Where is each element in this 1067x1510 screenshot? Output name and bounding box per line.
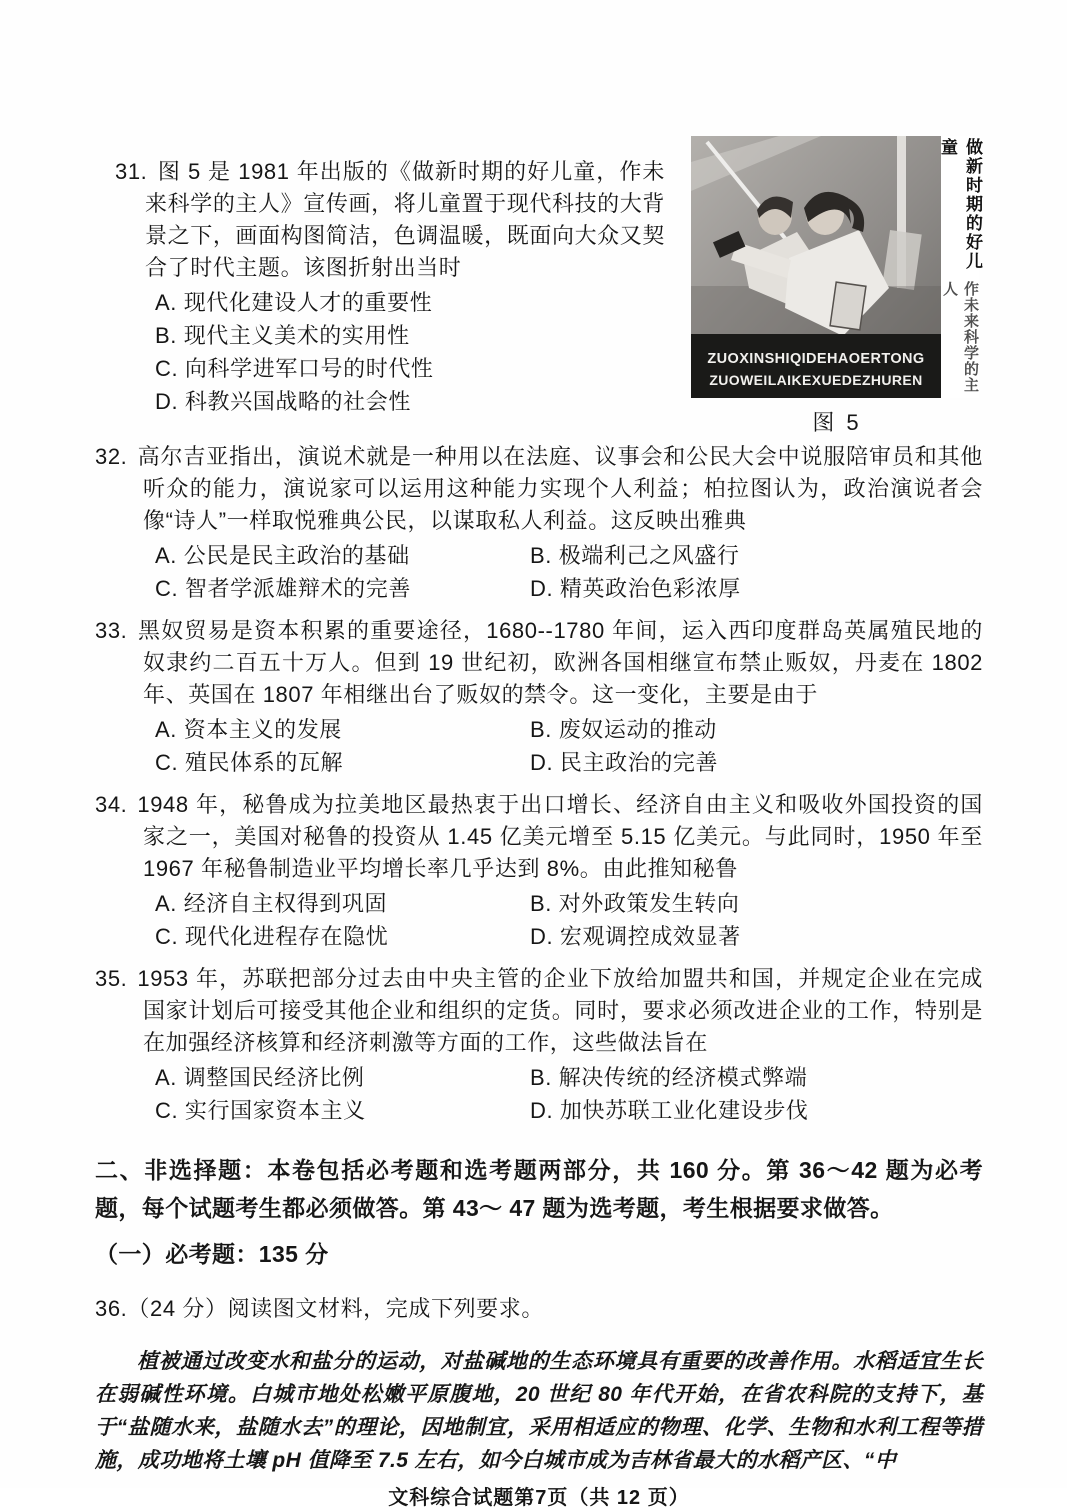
poster-image — [691, 136, 941, 398]
poster-side-title-top: 做新时期的好儿童 — [938, 138, 982, 271]
page-footer: 文科综合试题第7页（共 12 页） — [388, 1487, 690, 1509]
poster-romanized-line1: ZUOXINSHIQIDEHAOERTONG — [707, 351, 925, 367]
option-b: B. 对外政策发生转向 — [530, 891, 740, 916]
options-list — [155, 887, 983, 953]
figure-caption: 图 5 — [812, 410, 862, 435]
question-31 — [115, 138, 983, 435]
poster — [691, 136, 983, 398]
option-d: D. 民主政治的完善 — [530, 750, 719, 775]
option-b: B. 极端利己之风盛行 — [530, 543, 740, 568]
question-36-material: 植被通过改变水和盐分的运动，对盐碱地的生态环境具有重要的改善作用。水稻适宜生长在弱碱性环境。白城市地处松嫩平原腹地，20 世纪 80 年代开始，在省农科院的支持下，基于“盐随水来，盐随水去”的理论，因地制宜，采用相适应的物理、化学、生物和水利工程等措施，成功地将土壤 pH 值降至 7.5 左右，如今白城市成为吉林省最大的水稻产区、“中 — [95, 1350, 983, 1472]
book — [830, 282, 866, 330]
question-stem — [95, 789, 983, 885]
section-2 — [95, 1151, 983, 1477]
poster-side-title-bottom: 作未来科学的主人 — [941, 281, 979, 394]
question-stem — [95, 963, 983, 1059]
question-stem — [95, 441, 983, 537]
question-text: 黑奴贸易是资本积累的重要途径，1680--1780 年间，运入西印度群岛英属殖民地的奴隶约二百五十万人。但到 19 世纪初，欧洲各国相继宣布禁止贩奴，丹麦在 1802 年、英国在 1807 年相继出台了贩奴的禁令。这一变化，主要是由于 — [137, 618, 983, 707]
question-stem — [95, 615, 983, 711]
question-number: 35. — [95, 966, 128, 991]
option-d: D. 加快苏联工业化建设步伐 — [530, 1098, 809, 1123]
option-c: C. 智者学派雄辩术的完善 — [155, 576, 411, 601]
question-35 — [95, 963, 983, 1127]
options-list — [155, 539, 983, 605]
option-c: C. 实行国家资本主义 — [155, 1098, 366, 1123]
option-d: D. 宏观调控成效显著 — [530, 924, 741, 949]
option-c: C. 现代化进程存在隐忧 — [155, 924, 389, 949]
question-number: 34. — [95, 792, 128, 817]
question-36-heading: 36.（24 分）阅读图文材料，完成下列要求。 — [95, 1296, 544, 1321]
question-text: 高尔吉亚指出，演说术就是一种用以在法庭、议事会和公民大会中说服陪审员和其他听众的能力，演说家可以运用这种能力实现个人利益；柏拉图认为，政治演说者会像“诗人”一样取悦雅典公民，以谋取私人利益。这反映出雅典 — [137, 444, 983, 533]
question-text: 1948 年，秘鲁成为拉美地区最热衷于出口增长、经济自由主义和吸收外国投资的国家之一，美国对秘鲁的投资从 1.45 亿美元增至 5.15 亿美元。与此同时，1950 年至 1967 年秘鲁制造业平均增长率几乎达到 8%。由此推知秘鲁 — [137, 792, 983, 881]
option-a: A. 公民是民主政治的基础 — [155, 543, 410, 568]
option-c: C. 向科学进军口号的时代性 — [155, 356, 434, 381]
question-number: 33. — [95, 618, 128, 643]
poster-side-title — [938, 136, 982, 398]
question-number: 32. — [95, 444, 128, 469]
poster-romanized-line2: ZUOWEILAIKEXUEDEZHUREN — [709, 372, 923, 388]
required-part-label: （一）必考题：135 分 — [95, 1241, 329, 1267]
option-d: D. 精英政治色彩浓厚 — [530, 576, 741, 601]
question-33 — [95, 615, 983, 779]
question-number: 31. — [115, 159, 148, 184]
options-list — [155, 1061, 983, 1127]
option-a: A. 资本主义的发展 — [155, 717, 342, 742]
option-a: A. 现代化建设人才的重要性 — [155, 290, 433, 315]
option-c: C. 殖民体系的瓦解 — [155, 750, 344, 775]
question-34 — [95, 789, 983, 953]
option-b: B. 废奴运动的推动 — [530, 717, 717, 742]
option-b: B. 解决传统的经济模式弊端 — [530, 1065, 808, 1090]
figure-5 — [691, 136, 983, 437]
options-list — [155, 713, 983, 779]
question-text: 1953 年，苏联把部分过去由中央主管的企业下放给加盟共和国，并规定企业在完成国家计划后可接受其他企业和组织的定货。同时，要求必须改进企业的工作，特别是在加强经济核算和经济刺激等方面的工作，这些做法旨在 — [137, 966, 983, 1055]
question-text: 图 5 是 1981 年出版的《做新时期的好儿童，作未来科学的主人》宣传画，将儿童置于现代科技的大背景之下，画面构图简洁，色调温暖，既面向大众又契合了时代主题。该图折射出当时 — [145, 159, 665, 280]
question-32 — [95, 441, 983, 605]
option-b: B. 现代主义美术的实用性 — [155, 323, 410, 348]
section-2-heading: 二、非选择题：本卷包括必考题和选考题两部分，共 160 分。第 36～42 题为必考题，每个试题考生都必须做答。第 43～ 47 题为选考题，考生根据要求做答。 — [95, 1157, 983, 1221]
option-a: A. 调整国民经济比例 — [155, 1065, 365, 1090]
option-d: D. 科教兴国战略的社会性 — [155, 389, 411, 414]
option-a: A. 经济自主权得到巩固 — [155, 891, 388, 916]
